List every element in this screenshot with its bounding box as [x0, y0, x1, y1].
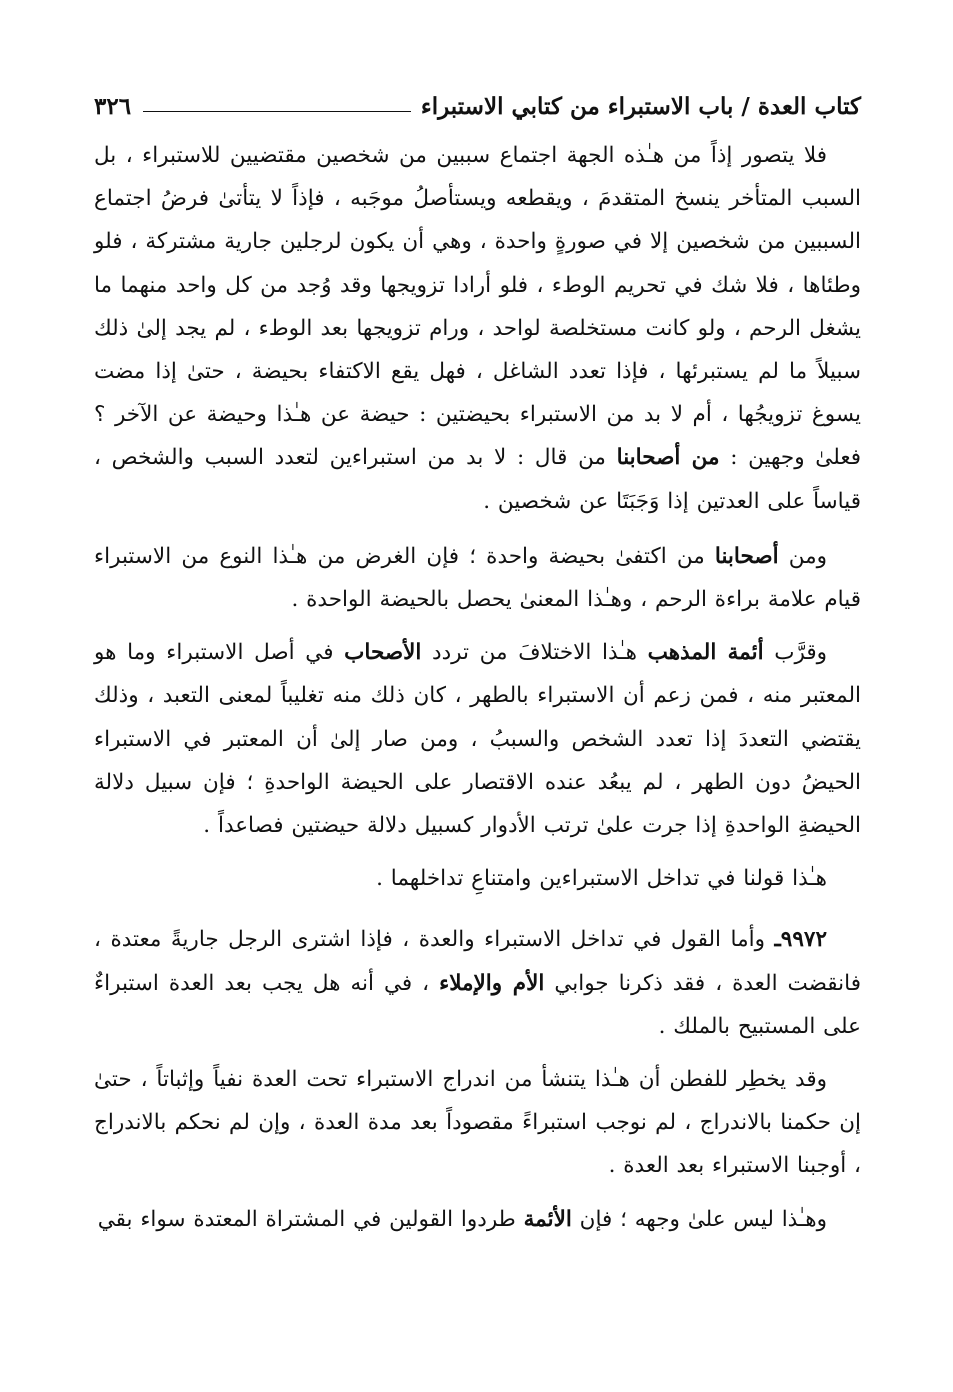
body-text — [94, 134, 861, 1241]
text-run: في أصل الاستبراء وما هو المعتبر منه ، فمن زعم أن الاستبراء بالطهر ، كان ذلك منه تغليباً لمعنى التعبد ، وذلك يقتضي التعددَ إذا تعدد الشخص والسببُ ، ومن صار إلىٰ أن المعتبر في الاستبراء الحيضُ دون الطهر ، لم يبعُد عنده الاقتصار على الحيضة الواحدةِ ؛ فإن سبيل دلالة الحيضةِ الواحدةِ إذا جرت علىٰ ترتب الأدوار كسبيل دلالة حيضتين فصاعداً . — [94, 640, 861, 839]
paragraph-number: ٩٩٧٢ـ — [774, 927, 827, 953]
running-title: كتاب العدة / باب الاستبراء من كتابي الاستبراء — [420, 93, 861, 120]
text-run: ومن — [778, 543, 827, 569]
text-run: من قال : لا بد من استبراءين لتعدد السبب والشخص ، قياساً على العدتين إذا وَجَبَتَا عن شخصين . — [94, 445, 861, 514]
header-rule — [143, 111, 411, 112]
paragraph — [94, 134, 861, 523]
page-number: ٣٢٦ — [94, 93, 132, 120]
text-run: فلا يتصور إذاً من هـٰذه الجهة اجتماع سببين من شخصين مقتضيين للاستبراء ، بل السبب المتأخر ينسخ المتقدمَ ، ويقطعه ويستأصلُ موجَبه ، فإذاً لا يتأتىٰ فرضُ اجتماع السببين من شخصين إلا في صورةٍ واحدة ، وهي أن يكون لرجلين جارية مشتركة ، فلو وطئاها ، فلا شك في تحريم الوطء ، فلو أرادا تزويجها وقد وُجد من كل واحد منهما ما يشغل الرحم ، ولو كانت مستخلصة لواحد ، ورام تزويجها بعد الوطء ، لم يجد إلىٰ ذلك سبيلاً ما لم يستبرئها ، فإذا تعدد الشاغل ، فهل يقع الاكتفاء بحيضة ، حتىٰ إذا مضت يسوغ تزويجُها ، أم لا بد من الاستبراء بحيضتين : حيضة عن هـٰذا وحيضة عن الآخر ؟ فعلىٰ وجهين : — [94, 143, 861, 471]
bold-run: أئمة المذهب — [647, 640, 764, 666]
bold-run: من أصحابنا — [616, 445, 720, 471]
text-run: من اكتفىٰ بحيضة واحدة ؛ فإن الغرض من هـٰذا النوع من الاستبراء قيام علامة براءة الرحم ، وهـٰذا المعنىٰ يحصل بالحيضة الواحدة . — [94, 543, 861, 613]
bold-run: الأم والإملاء — [439, 970, 545, 996]
page-header — [94, 78, 861, 118]
paragraph — [94, 535, 861, 621]
paragraph — [94, 631, 861, 847]
paragraph-numbered — [94, 918, 861, 1048]
bold-run: الأئمة — [523, 1206, 572, 1232]
text-run: وقد يخطِر للفطن أن هـٰذا يتنشأ من اندراج الاستبراء تحت العدة نفياً وإثباتاً ، حتىٰ إن حكمنا بالاندراج ، لم نوجب استبراءً مقصوداً بعد مدة العدة ، وإن لم نحكم بالاندراج ، أوجبنا الاستبراء بعد العدة . — [94, 1067, 861, 1179]
bold-run: أصحابنا — [714, 543, 779, 569]
text-run: وهـٰذا ليس علىٰ وجهه ؛ فإن — [571, 1206, 827, 1232]
text-run: وأما القول في تداخل الاستبراء والعدة ، فإذا اشترى الرجل جاريةً معتدة ، فانقضت العدة ، فقد ذكرنا جوابي — [94, 927, 861, 996]
text-run: هـٰذا الاختلافَ من تردد — [421, 640, 648, 666]
paragraph — [94, 1058, 861, 1188]
text-run: طردوا القولين في المشتراة المعتدة سواء بقي — [97, 1206, 524, 1232]
paragraph — [94, 857, 861, 900]
bold-run: الأصحاب — [344, 640, 422, 666]
text-run: ، في أنه هل يجب بعد العدة استبراءٌ على المستبيح بالملك . — [94, 970, 861, 1039]
text-run: وقرَّب — [763, 640, 827, 666]
paragraph — [94, 1198, 861, 1241]
text-run: هـٰذا قولنا في تداخل الاستبراءين وامتناعِ تداخلهما . — [376, 866, 827, 892]
